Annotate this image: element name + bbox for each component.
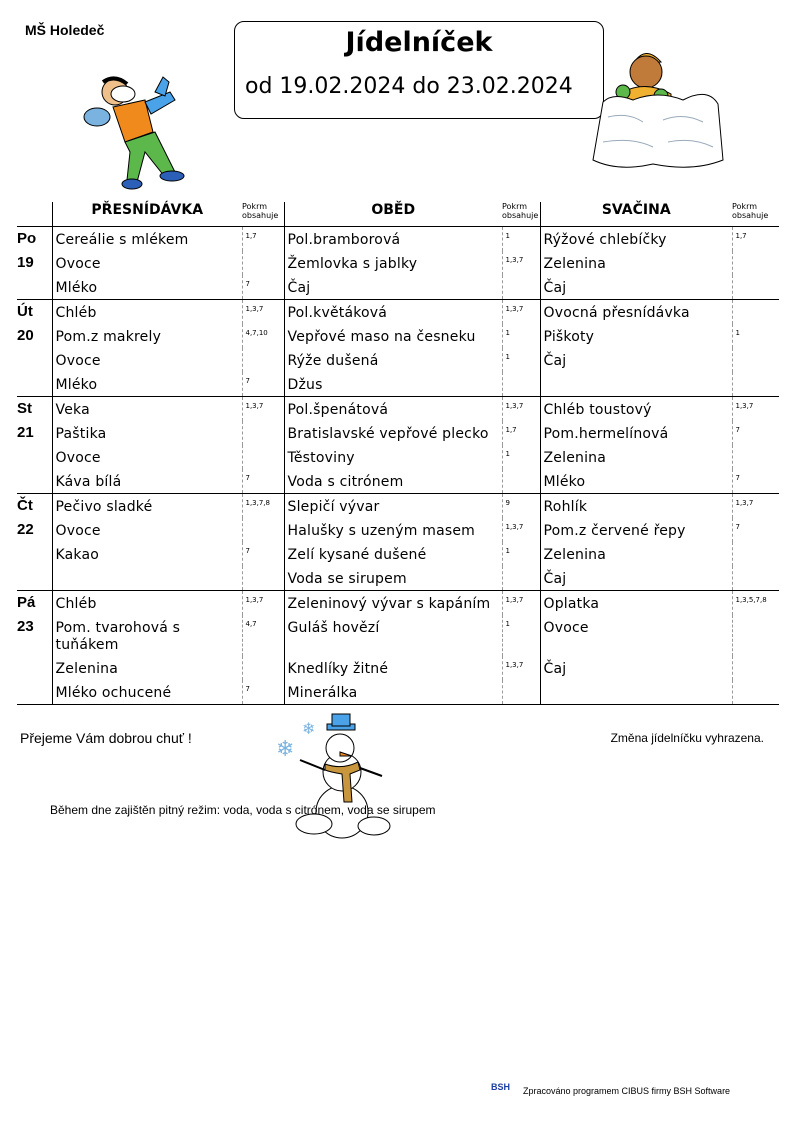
breakfast-item: Ovoce	[55, 450, 101, 466]
breakfast-allergens: 1,3,7,8	[245, 499, 270, 507]
snack-item-cell	[540, 275, 732, 300]
lunch-item: Těstoviny	[287, 450, 355, 466]
snack-allergens-cell	[732, 656, 779, 680]
software-credit: Zpracováno programem CIBUS firmy BSH Software	[523, 1086, 731, 1096]
breakfast-item: Ovoce	[55, 523, 101, 539]
lunch-item-cell	[284, 518, 502, 542]
lunch-item: Bratislavské vepřové plecko	[287, 426, 489, 442]
snack-item-cell	[540, 542, 732, 566]
breakfast-allergens	[243, 421, 284, 444]
snack-allergens-cell	[732, 348, 779, 372]
lunch-item-cell	[284, 542, 502, 566]
snack-item-cell	[540, 300, 732, 325]
snack-item: Zelenina	[543, 256, 607, 272]
lunch-allergens-cell	[502, 680, 540, 705]
breakfast-allergens-cell	[242, 494, 284, 519]
snack-item-cell	[540, 469, 732, 494]
menu-table	[17, 202, 779, 705]
breakfast-allergens: 1,3,7	[245, 402, 264, 410]
snack-item: Zelenina	[543, 547, 607, 563]
svg-text:❄: ❄	[302, 719, 316, 738]
lunch-allergens: 1	[505, 232, 510, 240]
lunch-item-cell	[284, 445, 502, 469]
day-number: 20	[17, 327, 34, 344]
breakfast-item: Mléko ochucené	[55, 685, 172, 701]
breakfast-allergens: 7	[245, 474, 250, 482]
snack-item-cell	[540, 397, 732, 422]
breakfast-allergens	[243, 518, 284, 541]
snack-item-cell	[540, 656, 732, 680]
breakfast-allergens	[243, 566, 284, 589]
snack-allergens	[733, 372, 780, 395]
lunch-item: Zeleninový vývar s kapáním	[287, 596, 491, 612]
menu-row	[17, 421, 779, 445]
snack-allergens-cell	[732, 445, 779, 469]
lunch-item-cell	[284, 469, 502, 494]
breakfast-allergens-cell	[242, 372, 284, 397]
lunch-item-cell	[284, 494, 502, 519]
title-box	[234, 21, 604, 119]
menu-row	[17, 656, 779, 680]
day-label	[17, 227, 52, 300]
breakfast-item: Pečivo sladké	[55, 499, 153, 515]
snack-allergens	[733, 680, 780, 703]
breakfast-item-cell	[52, 300, 242, 325]
snack-allergens-cell	[732, 542, 779, 566]
breakfast-item: Káva bílá	[55, 474, 122, 490]
breakfast-allergens	[243, 445, 284, 468]
snack-allergens-cell	[732, 494, 779, 519]
menu-row	[17, 397, 779, 422]
snack-allergens: 7	[735, 523, 740, 531]
lunch-item: Džus	[287, 377, 323, 393]
day-number: 23	[17, 618, 34, 635]
lunch-item-cell	[284, 615, 502, 656]
lunch-allergens: 1,3,7	[505, 596, 524, 604]
snack-item: Rýžové chlebíčky	[543, 232, 667, 248]
snack-item-cell	[540, 348, 732, 372]
snack-allergens	[733, 566, 780, 589]
breakfast-item-cell	[52, 680, 242, 705]
breakfast-item: Chléb	[55, 305, 97, 321]
breakfast-item-cell	[52, 566, 242, 591]
breakfast-allergens: 7	[245, 280, 250, 288]
menu-row	[17, 445, 779, 469]
lunch-item-cell	[284, 421, 502, 445]
breakfast-item-cell	[52, 348, 242, 372]
day-abbr: Čt	[17, 497, 33, 514]
menu-change-note: Změna jídelníčku vyhrazena.	[610, 731, 764, 745]
menu-row	[17, 469, 779, 494]
lunch-allergens-cell	[502, 615, 540, 656]
lunch-allergens	[503, 275, 540, 298]
lunch-item-cell	[284, 680, 502, 705]
snack-item-cell	[540, 494, 732, 519]
breakfast-allergens-cell	[242, 445, 284, 469]
bsh-logo: BSH	[491, 1082, 511, 1092]
lunch-item-cell	[284, 566, 502, 591]
snack-allergens	[733, 542, 780, 565]
snack-item-cell	[540, 324, 732, 348]
breakfast-item-cell	[52, 275, 242, 300]
breakfast-allergens-cell	[242, 227, 284, 252]
breakfast-allergens-cell	[242, 469, 284, 494]
breakfast-item: Kakao	[55, 547, 100, 563]
breakfast-item-cell	[52, 615, 242, 656]
drinking-regime-text: Během dne zajištěn pitný režim: voda, voda s citrónem, voda se sirupem	[50, 803, 436, 817]
snack-item: Ovocná přesnídávka	[543, 305, 690, 321]
snack-item: Pom.hermelínová	[543, 426, 669, 442]
breakfast-item-cell	[52, 372, 242, 397]
breakfast-header: PŘESNÍDÁVKA	[52, 202, 242, 227]
day-number: 21	[17, 424, 34, 441]
snack-item-cell	[540, 227, 732, 252]
lunch-item: Vepřové maso na česneku	[287, 329, 476, 345]
snack-allergens: 1,7	[735, 232, 747, 240]
lunch-header: OBĚD	[284, 202, 502, 227]
lunch-allergens	[503, 680, 540, 703]
lunch-allergens-cell	[502, 542, 540, 566]
lunch-item: Pol.špenátová	[287, 402, 389, 418]
snack-item: Oplatka	[543, 596, 600, 612]
breakfast-allergens: 1,3,7	[245, 305, 264, 313]
day-abbr: Pá	[17, 594, 36, 611]
breakfast-allergens-cell	[242, 251, 284, 275]
breakfast-allergens	[243, 348, 284, 371]
snack-allergens	[733, 615, 780, 638]
snack-item-cell	[540, 591, 732, 616]
breakfast-allergens: 7	[245, 377, 250, 385]
page-title: Jídelníček	[345, 27, 493, 58]
menu-row	[17, 591, 779, 616]
day-column-header	[17, 202, 52, 227]
breakfast-item: Chléb	[55, 596, 97, 612]
lunch-allergens-cell	[502, 275, 540, 300]
child-snow-wall-clipart	[583, 42, 733, 172]
lunch-allergens-cell	[502, 324, 540, 348]
lunch-allergens: 1	[505, 450, 510, 458]
snack-allergens: 1,3,7	[735, 402, 754, 410]
day-abbr: St	[17, 400, 32, 417]
breakfast-item-cell	[52, 494, 242, 519]
breakfast-allergens-cell	[242, 421, 284, 445]
menu-row	[17, 251, 779, 275]
breakfast-item-cell	[52, 324, 242, 348]
lunch-allergens-cell	[502, 566, 540, 591]
breakfast-item-cell	[52, 469, 242, 494]
lunch-allergens: 1	[505, 329, 510, 337]
snack-item: Čaj	[543, 353, 567, 369]
breakfast-allergens-cell	[242, 656, 284, 680]
breakfast-item	[53, 566, 242, 590]
breakfast-allergens-cell	[242, 542, 284, 566]
menu-row	[17, 275, 779, 300]
breakfast-allergens	[243, 251, 284, 274]
lunch-item: Zelí kysané dušené	[287, 547, 427, 563]
breakfast-item-cell	[52, 591, 242, 616]
day-abbr: Út	[17, 303, 33, 320]
breakfast-item: Pom.z makrely	[55, 329, 162, 345]
menu-row	[17, 227, 779, 252]
lunch-allergens-cell	[502, 445, 540, 469]
snack-allergens-cell	[732, 566, 779, 591]
lunch-allergens-cell	[502, 591, 540, 616]
lunch-item: Pol.bramborová	[287, 232, 401, 248]
snack-allergens	[733, 445, 780, 468]
snack-allergens	[733, 348, 780, 371]
breakfast-item: Paštika	[55, 426, 107, 442]
snack-allergens-cell	[732, 591, 779, 616]
breakfast-item: Cereálie s mlékem	[55, 232, 189, 248]
menu-row	[17, 324, 779, 348]
breakfast-item-cell	[52, 542, 242, 566]
breakfast-allergens-cell	[242, 680, 284, 705]
snack-allergens	[733, 251, 780, 274]
breakfast-allergens: 7	[245, 685, 250, 693]
breakfast-item: Zelenina	[55, 661, 119, 677]
lunch-allergens-cell	[502, 348, 540, 372]
breakfast-allergens-cell	[242, 275, 284, 300]
breakfast-allergens: 7	[245, 547, 250, 555]
snack-item-cell	[540, 421, 732, 445]
day-label	[17, 494, 52, 591]
breakfast-allergens-cell	[242, 615, 284, 656]
snack-allergens-cell	[732, 518, 779, 542]
lunch-allergens-cell	[502, 300, 540, 325]
snack-item-cell	[540, 251, 732, 275]
menu-row	[17, 348, 779, 372]
lunch-item: Voda s citrónem	[287, 474, 404, 490]
breakfast-allergens-cell	[242, 324, 284, 348]
lunch-item: Voda se sirupem	[287, 571, 407, 587]
breakfast-item-cell	[52, 251, 242, 275]
breakfast-item: Ovoce	[55, 256, 101, 272]
snack-allergens-cell	[732, 251, 779, 275]
lunch-allergens	[503, 469, 540, 492]
snack-item-cell	[540, 566, 732, 591]
lunch-allergens-cell	[502, 372, 540, 397]
child-snowball-clipart	[75, 72, 200, 197]
lunch-item: Minerálka	[287, 685, 358, 701]
snack-allergens: 1,3,7	[735, 499, 754, 507]
lunch-allergens-cell	[502, 518, 540, 542]
lunch-allergens-cell	[502, 656, 540, 680]
snack-allergens-cell	[732, 397, 779, 422]
lunch-allergens: 1,3,7	[505, 661, 524, 669]
breakfast-item: Veka	[55, 402, 90, 418]
menu-row	[17, 615, 779, 656]
breakfast-allergens-cell	[242, 348, 284, 372]
lunch-item-cell	[284, 275, 502, 300]
day-number: 22	[17, 521, 34, 538]
snack-item: Čaj	[543, 280, 567, 296]
snack-allergens: 7	[735, 474, 740, 482]
snack-item: Mléko	[543, 474, 586, 490]
snack-allergens-cell	[732, 300, 779, 325]
breakfast-allergens-cell	[242, 591, 284, 616]
snack-allergens	[733, 275, 780, 298]
lunch-allergens	[503, 372, 540, 395]
lunch-allergens: 1,3,7	[505, 523, 524, 531]
lunch-allergens-cell	[502, 397, 540, 422]
bon-appetit-text: Přejeme Vám dobrou chuť !	[20, 730, 192, 746]
breakfast-allergens-cell	[242, 566, 284, 591]
snack-allergens-cell	[732, 615, 779, 656]
lunch-allergens: 1,3,7	[505, 305, 524, 313]
lunch-allergens: 1	[505, 620, 510, 628]
snack-allergens: 7	[735, 426, 740, 434]
snack-allergens: 1,3,5,7,8	[735, 596, 767, 604]
lunch-item: Čaj	[287, 280, 311, 296]
lunch-item-cell	[284, 656, 502, 680]
menu-row	[17, 372, 779, 397]
lunch-item: Pol.květáková	[287, 305, 388, 321]
breakfast-item-cell	[52, 397, 242, 422]
date-range: od 19.02.2024 do 23.02.2024	[245, 74, 573, 99]
snack-item: Zelenina	[543, 450, 607, 466]
snack-item: Rohlík	[543, 499, 588, 515]
menu-row	[17, 300, 779, 325]
breakfast-allergens-cell	[242, 397, 284, 422]
snack-allergens	[733, 300, 780, 323]
snack-allergens-cell	[732, 469, 779, 494]
lunch-item-cell	[284, 372, 502, 397]
snack-allergens-cell	[732, 227, 779, 252]
snowman-clipart	[270, 712, 395, 840]
menu-row	[17, 494, 779, 519]
breakfast-allergens: 4,7	[245, 620, 257, 628]
breakfast-allergens	[243, 656, 284, 679]
breakfast-allergens-cell	[242, 300, 284, 325]
snack-allergen-header: Pokrm obsahuje	[732, 202, 779, 227]
day-label	[17, 591, 52, 705]
snack-item: Čaj	[543, 571, 567, 587]
breakfast-item-cell	[52, 518, 242, 542]
lunch-allergens-cell	[502, 227, 540, 252]
lunch-item-cell	[284, 251, 502, 275]
snack-item	[541, 680, 732, 704]
breakfast-allergens-cell	[242, 518, 284, 542]
menu-row	[17, 542, 779, 566]
lunch-item-cell	[284, 300, 502, 325]
lunch-allergens: 1,3,7	[505, 256, 524, 264]
snack-item: Chléb toustový	[543, 402, 652, 418]
breakfast-item-cell	[52, 227, 242, 252]
snack-allergens-cell	[732, 324, 779, 348]
snack-item	[541, 372, 732, 396]
snack-allergens-cell	[732, 680, 779, 705]
snack-item-cell	[540, 445, 732, 469]
snack-allergens	[733, 656, 780, 679]
snack-item-cell	[540, 372, 732, 397]
snack-item-cell	[540, 615, 732, 656]
day-number: 19	[17, 254, 34, 271]
lunch-item: Halušky s uzeným masem	[287, 523, 475, 539]
lunch-allergens: 1,3,7	[505, 402, 524, 410]
svg-text:❄: ❄	[276, 737, 295, 762]
snack-allergens: 1	[735, 329, 740, 337]
breakfast-item-cell	[52, 421, 242, 445]
snack-allergens-cell	[732, 421, 779, 445]
breakfast-item-cell	[52, 656, 242, 680]
lunch-item: Rýže dušená	[287, 353, 379, 369]
snack-item: Čaj	[543, 661, 567, 677]
lunch-item: Guláš hovězí	[287, 620, 380, 636]
lunch-item: Knedlíky žitné	[287, 661, 389, 677]
snack-item-cell	[540, 680, 732, 705]
lunch-item-cell	[284, 227, 502, 252]
breakfast-item: Mléko	[55, 377, 98, 393]
breakfast-item-cell	[52, 445, 242, 469]
lunch-item: Slepičí vývar	[287, 499, 380, 515]
school-name: MŠ Holedeč	[25, 22, 105, 38]
lunch-allergen-header: Pokrm obsahuje	[502, 202, 540, 227]
breakfast-item: Pom. tvarohová s tuňákem	[55, 620, 181, 653]
lunch-allergens-cell	[502, 251, 540, 275]
snack-item: Ovoce	[543, 620, 589, 636]
lunch-allergens-cell	[502, 469, 540, 494]
day-label	[17, 300, 52, 397]
lunch-allergens: 1	[505, 353, 510, 361]
lunch-allergens: 9	[505, 499, 510, 507]
breakfast-item: Mléko	[55, 280, 98, 296]
menu-row	[17, 518, 779, 542]
lunch-item-cell	[284, 324, 502, 348]
lunch-item: Žemlovka s jablky	[287, 256, 418, 272]
lunch-allergens-cell	[502, 421, 540, 445]
lunch-item-cell	[284, 348, 502, 372]
lunch-item-cell	[284, 591, 502, 616]
lunch-allergens: 1	[505, 547, 510, 555]
snack-header: SVAČINA	[540, 202, 732, 227]
snack-item-cell	[540, 518, 732, 542]
snack-allergens-cell	[732, 275, 779, 300]
breakfast-allergens: 1,3,7	[245, 596, 264, 604]
snack-allergens-cell	[732, 372, 779, 397]
day-label	[17, 397, 52, 494]
lunch-item-cell	[284, 397, 502, 422]
breakfast-allergens: 1,7	[245, 232, 257, 240]
snack-item: Piškoty	[543, 329, 595, 345]
menu-row	[17, 680, 779, 705]
breakfast-item: Ovoce	[55, 353, 101, 369]
snack-item: Pom.z červené řepy	[543, 523, 686, 539]
breakfast-allergen-header: Pokrm obsahuje	[242, 202, 284, 227]
lunch-allergens: 1,7	[505, 426, 517, 434]
lunch-allergens-cell	[502, 494, 540, 519]
breakfast-allergens: 4,7,10	[245, 329, 268, 337]
lunch-allergens	[503, 566, 540, 589]
menu-row	[17, 566, 779, 591]
day-abbr: Po	[17, 230, 37, 247]
